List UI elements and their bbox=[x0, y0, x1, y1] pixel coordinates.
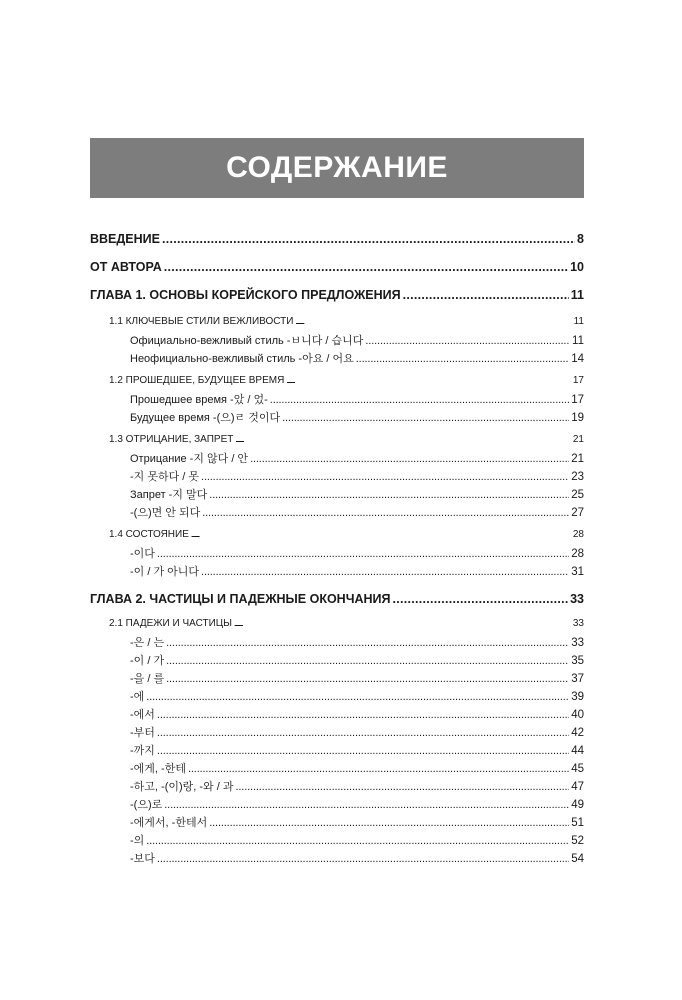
dot-leader bbox=[286, 375, 571, 386]
toc-entry-page: 35 bbox=[571, 655, 584, 667]
toc-entry-title: Официально-вежливый стиль -ㅂ니다 / 습니다 bbox=[130, 335, 364, 347]
toc-item[interactable] bbox=[90, 760, 584, 778]
toc-entry-title: -에서 bbox=[130, 709, 155, 721]
toc-entry-title: -까지 bbox=[130, 745, 155, 757]
toc-item[interactable] bbox=[90, 391, 584, 409]
toc-entry-title: -지 못하다 / 못 bbox=[130, 471, 200, 483]
table-of-contents bbox=[90, 232, 584, 868]
toc-item[interactable] bbox=[90, 563, 584, 581]
page-title: СОДЕРЖАНИЕ bbox=[226, 151, 448, 184]
toc-entry-title: 1.2 ПРОШЕДШЕЕ, БУДУЩЕЕ ВРЕМЯ bbox=[109, 375, 285, 386]
toc-entry-page: 17 bbox=[572, 375, 584, 386]
toc-entry-page: 21 bbox=[571, 453, 584, 465]
toc-entry-title: -이 / 가 아니다 bbox=[130, 566, 200, 578]
toc-entry-page: 33 bbox=[572, 618, 584, 629]
toc-item[interactable] bbox=[90, 545, 584, 563]
toc-entry-page: 52 bbox=[571, 835, 584, 847]
toc-entry-page: 19 bbox=[571, 412, 584, 424]
toc-entry-page: 49 bbox=[571, 799, 584, 811]
contents-banner bbox=[90, 138, 584, 198]
toc-entry-page: 51 bbox=[571, 817, 584, 829]
toc-item[interactable] bbox=[90, 724, 584, 742]
toc-entry-title: ВВЕДЕНИЕ bbox=[90, 232, 160, 246]
toc-entry-page: 28 bbox=[572, 529, 584, 540]
dot-leader bbox=[282, 412, 569, 424]
toc-entry-page: 23 bbox=[571, 471, 584, 483]
toc-item[interactable] bbox=[90, 670, 584, 688]
dot-leader bbox=[162, 232, 575, 246]
dot-leader bbox=[403, 288, 569, 302]
toc-item[interactable] bbox=[90, 409, 584, 427]
dot-leader bbox=[166, 673, 569, 685]
toc-entry-title: Неофициально-вежливый стиль -아요 / 어요 bbox=[130, 353, 354, 365]
toc-entry-page: 40 bbox=[571, 709, 584, 721]
toc-item[interactable] bbox=[90, 450, 584, 468]
toc-entry-title: Прошедшее время -았 / 었- bbox=[130, 394, 268, 406]
dot-leader bbox=[393, 592, 569, 606]
dot-leader bbox=[191, 529, 571, 540]
dot-leader bbox=[157, 727, 569, 739]
toc-entry-page: 47 bbox=[571, 781, 584, 793]
dot-leader bbox=[166, 637, 569, 649]
toc-item[interactable] bbox=[90, 652, 584, 670]
dot-leader bbox=[201, 471, 569, 483]
toc-section-1-3[interactable] bbox=[90, 434, 584, 450]
toc-entry-page: 45 bbox=[571, 763, 584, 775]
toc-entry-page: 31 bbox=[571, 566, 584, 578]
toc-item[interactable] bbox=[90, 486, 584, 504]
dot-leader bbox=[166, 655, 569, 667]
toc-item[interactable] bbox=[90, 468, 584, 486]
toc-item[interactable] bbox=[90, 778, 584, 796]
toc-entry-title: -부터 bbox=[130, 727, 155, 739]
dot-leader bbox=[234, 618, 571, 629]
toc-entry-title: Запрет -지 말다 bbox=[130, 489, 208, 501]
dot-leader bbox=[188, 763, 569, 775]
toc-entry-page: 11 bbox=[573, 316, 584, 327]
toc-entry-page: 37 bbox=[571, 673, 584, 685]
toc-entry-title: -(으)면 안 되다 bbox=[130, 507, 201, 519]
toc-item[interactable] bbox=[90, 332, 584, 350]
toc-item[interactable] bbox=[90, 796, 584, 814]
dot-leader bbox=[157, 853, 569, 865]
toc-entry-page: 10 bbox=[570, 260, 584, 274]
toc-entry-title: -(으)로 bbox=[130, 799, 163, 811]
toc-entry-title: ГЛАВА 2. ЧАСТИЦЫ И ПАДЕЖНЫЕ ОКОНЧАНИЯ bbox=[90, 592, 391, 606]
dot-leader bbox=[209, 817, 569, 829]
toc-entry-page: 33 bbox=[571, 637, 584, 649]
dot-leader bbox=[157, 745, 569, 757]
toc-entry-title: Будущее время -(으)ㄹ 것이다 bbox=[130, 412, 281, 424]
dot-leader bbox=[201, 566, 569, 578]
toc-entry-title: -에게서, -한테서 bbox=[130, 817, 208, 829]
toc-section-1-1[interactable] bbox=[90, 316, 584, 332]
toc-entry-title: -에 bbox=[130, 691, 145, 703]
toc-entry-author[interactable] bbox=[90, 260, 584, 279]
toc-entry-page: 54 bbox=[571, 853, 584, 865]
dot-leader bbox=[157, 709, 569, 721]
toc-item[interactable] bbox=[90, 850, 584, 868]
dot-leader bbox=[270, 394, 569, 406]
dot-leader bbox=[146, 835, 569, 847]
dot-leader bbox=[146, 691, 569, 703]
toc-entry-page: 14 bbox=[571, 353, 584, 365]
toc-item[interactable] bbox=[90, 350, 584, 368]
dot-leader bbox=[235, 781, 569, 793]
toc-entry-page: 11 bbox=[572, 335, 584, 347]
toc-chapter-1[interactable] bbox=[90, 288, 584, 307]
toc-entry-title: ГЛАВА 1. ОСНОВЫ КОРЕЙСКОГО ПРЕДЛОЖЕНИЯ bbox=[90, 288, 401, 302]
toc-item[interactable] bbox=[90, 634, 584, 652]
toc-entry-title: Отрицание -지 않다 / 안 bbox=[130, 453, 249, 465]
toc-entry-title: -보다 bbox=[130, 853, 155, 865]
dot-leader bbox=[209, 489, 569, 501]
toc-entry-title: -이다 bbox=[130, 548, 155, 560]
toc-entry-title: -은 / 는 bbox=[130, 637, 165, 649]
toc-entry-title: -을 / 를 bbox=[130, 673, 165, 685]
dot-leader bbox=[202, 507, 569, 519]
dot-leader bbox=[164, 799, 569, 811]
toc-entry-title: 1.4 СОСТОЯНИЕ bbox=[109, 529, 189, 540]
dot-leader bbox=[157, 548, 569, 560]
dot-leader bbox=[250, 453, 569, 465]
toc-entry-page: 27 bbox=[571, 507, 584, 519]
toc-entry-page: 25 bbox=[571, 489, 584, 501]
toc-entry-title: 1.3 ОТРИЦАНИЕ, ЗАПРЕТ bbox=[109, 434, 234, 445]
toc-entry-title: 2.1 ПАДЕЖИ И ЧАСТИЦЫ bbox=[109, 618, 233, 629]
dot-leader bbox=[295, 316, 571, 327]
toc-entry-title: 1.1 КЛЮЧЕВЫЕ СТИЛИ ВЕЖЛИВОСТИ bbox=[109, 316, 294, 327]
toc-item[interactable] bbox=[90, 504, 584, 522]
toc-entry-title: -에게, -한테 bbox=[130, 763, 186, 775]
toc-entry-page: 33 bbox=[570, 592, 584, 606]
toc-section-1-4[interactable] bbox=[90, 529, 584, 545]
dot-leader bbox=[365, 335, 570, 347]
toc-entry-page: 11 bbox=[570, 288, 584, 302]
dot-leader bbox=[164, 260, 568, 274]
toc-entry-page: 17 bbox=[571, 394, 584, 406]
dot-leader bbox=[356, 353, 569, 365]
toc-entry-intro[interactable] bbox=[90, 232, 584, 251]
toc-item[interactable] bbox=[90, 742, 584, 760]
toc-section-2-1[interactable] bbox=[90, 618, 584, 634]
toc-entry-page: 21 bbox=[572, 434, 584, 445]
toc-entry-page: 39 bbox=[571, 691, 584, 703]
toc-item[interactable] bbox=[90, 814, 584, 832]
toc-entry-page: 28 bbox=[571, 548, 584, 560]
toc-chapter-2[interactable] bbox=[90, 592, 584, 611]
toc-item[interactable] bbox=[90, 706, 584, 724]
toc-entry-title: -이 / 가 bbox=[130, 655, 165, 667]
dot-leader bbox=[235, 434, 571, 445]
toc-entry-title: -의 bbox=[130, 835, 145, 847]
toc-entry-title: ОТ АВТОРА bbox=[90, 260, 162, 274]
toc-section-1-2[interactable] bbox=[90, 375, 584, 391]
toc-entry-page: 8 bbox=[577, 232, 584, 246]
toc-entry-page: 44 bbox=[571, 745, 584, 757]
toc-item[interactable] bbox=[90, 832, 584, 850]
toc-entry-title: -하고, -(이)랑, -와 / 과 bbox=[130, 781, 234, 793]
toc-item[interactable] bbox=[90, 688, 584, 706]
toc-entry-page: 42 bbox=[571, 727, 584, 739]
